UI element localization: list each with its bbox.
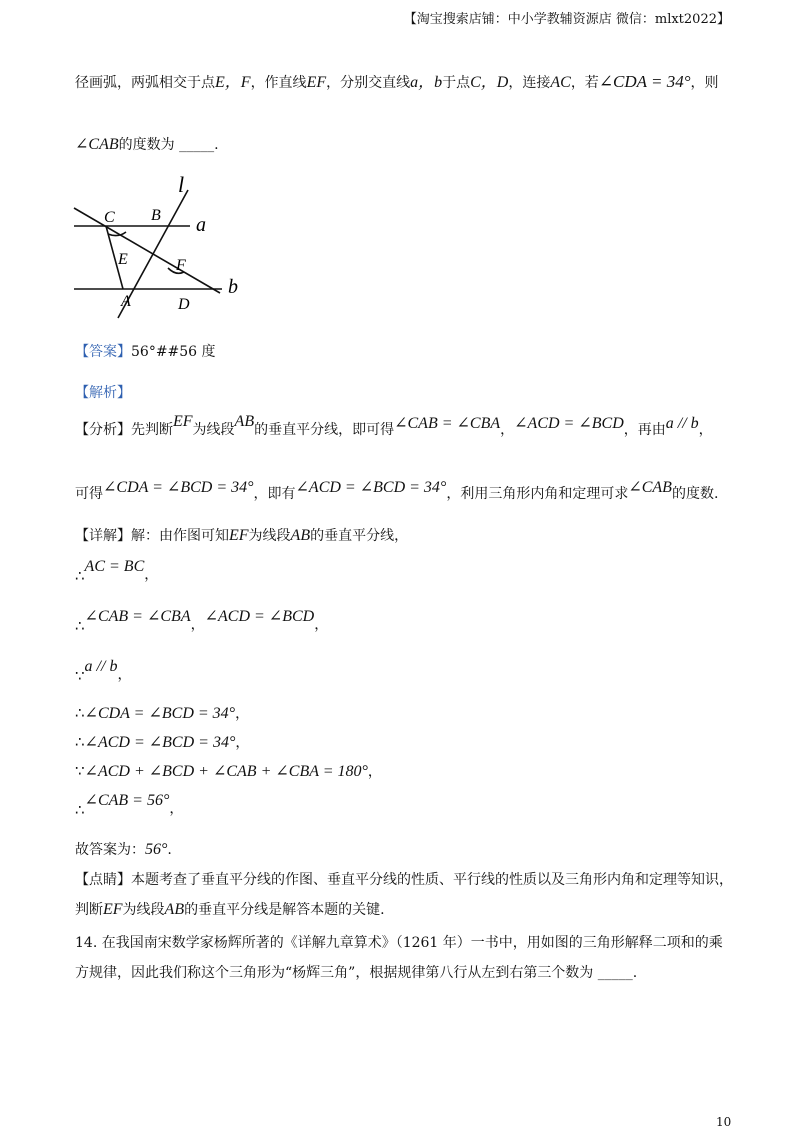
fenxi-line-1	[75, 413, 713, 440]
dianjing-line-1	[75, 870, 733, 890]
answer-label: 【答案】	[75, 344, 131, 360]
geometry-figure	[60, 172, 260, 322]
given-angle: ∠CDA = 34°	[598, 72, 691, 91]
text: 判断	[75, 902, 103, 918]
because-symbol: ∵	[75, 667, 85, 685]
page-header: 【淘宝搜索店铺：中小学教辅资源店 微信：mlxt2022】	[403, 12, 730, 27]
math: ∠CAB	[628, 479, 672, 496]
problem-line-2	[75, 135, 219, 155]
because-symbol: ∵	[75, 762, 85, 780]
detail-line-1	[75, 526, 408, 546]
therefore-symbol: ∴	[75, 617, 85, 635]
fenxi-label: 【分析】	[75, 422, 131, 438]
q14-line-2: 方规律，因此我们称这个三角形为“杨辉三角”，根据规律第八行从左到右第三个数为 _____.	[75, 965, 638, 981]
answer-value: 56°##56 度	[131, 344, 216, 360]
text: 的度数.	[671, 486, 719, 502]
step-6	[75, 761, 382, 782]
text: ，分别交直线	[326, 75, 411, 91]
math: ∠CAB = ∠CBA	[84, 608, 191, 625]
text: ，	[169, 801, 184, 817]
math: ∠ACD = ∠BCD	[204, 608, 315, 625]
text: ，	[190, 617, 205, 633]
label-d: D	[178, 296, 190, 313]
text: ，则	[690, 75, 719, 91]
step-1	[75, 556, 159, 585]
math: EF	[173, 413, 193, 430]
math: ∠CAB = ∠CBA	[394, 415, 501, 432]
math: C，D	[470, 74, 509, 91]
therefore-symbol: ∴	[75, 567, 85, 585]
math: AC = BC	[84, 558, 145, 575]
math: E，F	[215, 74, 251, 91]
text: ，	[500, 422, 515, 438]
dianjing-line-2	[75, 900, 385, 920]
text: ，	[367, 764, 382, 780]
page-number: 10	[716, 1115, 732, 1129]
label-e: E	[118, 251, 128, 268]
dianjing-label: 【点睛】	[75, 872, 131, 888]
text: ，若	[570, 75, 599, 91]
label-f: F	[176, 257, 186, 274]
text: ，	[235, 735, 250, 751]
problem-line-1	[75, 72, 719, 93]
final-answer	[75, 840, 172, 860]
math: ∠CAB	[75, 136, 119, 153]
label-b-point: B	[151, 207, 161, 224]
text: 的度数为 _____.	[118, 137, 219, 153]
math: EF	[229, 527, 249, 544]
text: .	[167, 842, 172, 858]
text: 故答案为：	[75, 842, 145, 858]
text: ，	[314, 617, 329, 633]
text: ，	[698, 422, 713, 438]
math: 56°	[145, 841, 168, 858]
math: ∠ACD = ∠BCD	[514, 415, 624, 432]
math: EF	[103, 901, 123, 918]
step-2	[75, 606, 329, 635]
math: AB	[290, 527, 311, 544]
step-3	[75, 656, 132, 685]
fenxi-line-2	[75, 479, 719, 504]
math: a // b	[665, 415, 699, 432]
math: ∠ACD + ∠BCD + ∠CAB + ∠CBA = 180°	[84, 763, 368, 780]
text: ，利用三角形内角和定理可求	[446, 486, 629, 502]
math: AC	[550, 74, 571, 91]
text: 于点	[442, 75, 471, 91]
therefore-symbol: ∴	[75, 704, 85, 722]
text: 径画弧，两弧相交于点	[75, 75, 215, 91]
text: ，	[235, 706, 250, 722]
math: a // b	[84, 658, 118, 675]
therefore-symbol: ∴	[75, 801, 85, 819]
text: ，作直线	[250, 75, 307, 91]
text: 先判断	[131, 422, 173, 438]
label-l: l	[178, 172, 185, 197]
math: EF	[306, 74, 327, 91]
math: AB	[164, 901, 185, 918]
step-4	[75, 703, 249, 724]
text: 为线段	[248, 528, 291, 544]
text: 的垂直平分线，	[310, 528, 409, 544]
label-a: a	[196, 214, 206, 236]
math: ∠ACD = ∠BCD = 34°	[295, 479, 447, 496]
text: 本题考查了垂直平分线的作图、垂直平分线的性质、平行线的性质以及三角形内角和定理等知识，	[131, 872, 733, 888]
text: ，	[144, 567, 159, 583]
q14-line-1: 14. 在我国南宋数学家杨辉所著的《详解九章算术》（1261 年）一书中，用如图的三角形解释二项和的乘	[75, 935, 723, 951]
text: 的垂直平分线是解答本题的关键.	[184, 902, 385, 918]
analysis-label: 【解析】	[75, 385, 131, 401]
text: 的垂直平分线，即可得	[254, 422, 395, 438]
answer-line	[75, 342, 216, 362]
math: a，b	[410, 74, 443, 91]
math: ∠ACD = ∠BCD = 34°	[84, 734, 236, 751]
label-a-point: A	[121, 293, 131, 310]
text: ，	[117, 667, 132, 683]
text: 可得	[75, 486, 103, 502]
label-c: C	[104, 209, 115, 226]
text: ，再由	[623, 422, 666, 438]
text: ，连接	[508, 75, 551, 91]
text: ，即有	[253, 486, 296, 502]
text: 为线段	[192, 422, 235, 438]
math: AB	[234, 413, 255, 430]
math: ∠CAB = 56°	[84, 792, 170, 809]
therefore-symbol: ∴	[75, 733, 85, 751]
math: ∠CDA = ∠BCD = 34°	[84, 705, 236, 722]
text: 为线段	[122, 902, 165, 918]
label-b: b	[228, 276, 238, 298]
step-7	[75, 790, 184, 819]
math: ∠CDA = ∠BCD = 34°	[103, 479, 254, 496]
detail-label: 【详解】	[75, 528, 131, 544]
step-5	[75, 732, 249, 753]
text: 解：由作图可知	[131, 528, 229, 544]
